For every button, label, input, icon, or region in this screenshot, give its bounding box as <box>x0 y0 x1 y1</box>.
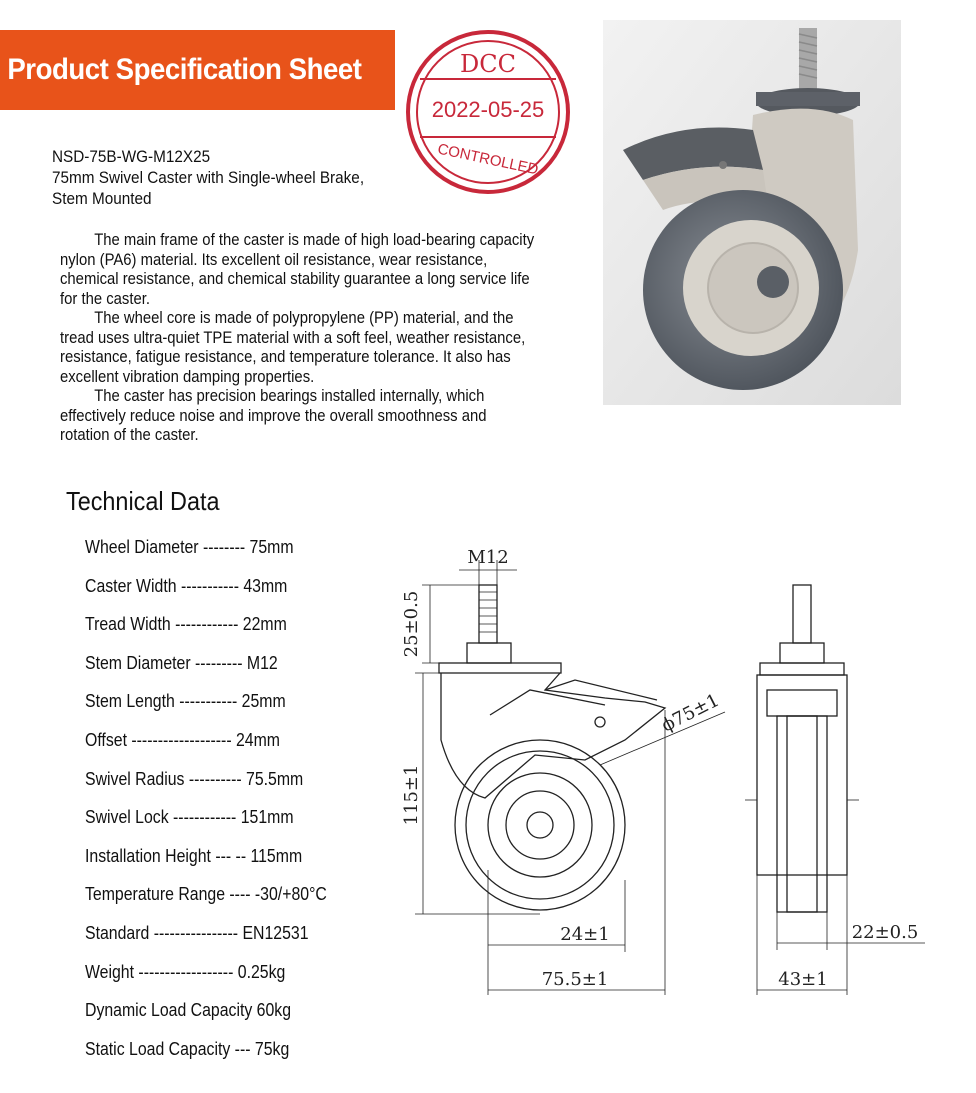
dim-stem-length: 25±0.5 <box>401 590 422 658</box>
dim-diameter: ϕ75±1 <box>658 689 723 737</box>
description-line: tread uses ultra-quiet TPE material with a soft feel, weather resistance, <box>60 328 526 347</box>
description-line: for the caster. <box>60 289 150 308</box>
spec-row: Swivel Radius ---------- 75.5mm <box>85 768 304 789</box>
technical-data-list <box>85 533 360 1073</box>
description-line: chemical resistance, and chemical stability guarantee a long service life <box>60 270 530 288</box>
dim-offset: 24±1 <box>560 924 610 945</box>
dim-swivel-radius: 75.5±1 <box>541 969 609 990</box>
description-line: excellent vibration damping properties. <box>60 367 315 386</box>
front-view <box>745 585 925 995</box>
technical-drawing <box>395 540 935 1010</box>
dim-tread-width: 22±0.5 <box>851 922 919 943</box>
spec-row: Stem Diameter --------- M12 <box>85 652 278 673</box>
product-name-line: 75mm Swivel Caster with Single-wheel Brake, <box>52 168 365 187</box>
description-line: rotation of the caster. <box>60 426 199 444</box>
spec-row: Caster Width ----------- 43mm <box>85 575 288 596</box>
header-banner <box>0 30 395 110</box>
spec-row: Weight ------------------ 0.25kg <box>85 961 286 982</box>
page-title: Product Specification Sheet <box>7 53 362 86</box>
spec-row: Static Load Capacity --- 75kg <box>85 1038 290 1059</box>
svg-text:2022-05-25: 2022-05-25 <box>431 97 545 122</box>
spec-row: Temperature Range ---- -30/+80°C <box>85 884 327 905</box>
spec-row: Offset ------------------- 24mm <box>85 729 281 750</box>
spec-row: Tread Width ------------ 22mm <box>85 614 287 635</box>
product-photo <box>603 20 901 405</box>
description <box>60 231 620 446</box>
product-model: NSD-75B-WG-M12X25 <box>52 147 211 166</box>
description-line: The main frame of the caster is made of high load-bearing capacity <box>94 231 535 249</box>
spec-row: Wheel Diameter -------- 75mm <box>85 537 294 557</box>
product-title-block <box>52 146 399 209</box>
spec-row: Installation Height --- -- 115mm <box>85 845 303 866</box>
description-line: effectively reduce noise and improve the overall smoothness and <box>60 406 487 425</box>
description-line: nylon (PA6) material. Its excellent oil resistance, wear resistance, <box>60 250 488 269</box>
spec-row: Standard ---------------- EN12531 <box>85 922 309 943</box>
spec-row: Dynamic Load Capacity 60kg <box>85 1000 292 1021</box>
technical-data-heading: Technical Data <box>66 486 220 516</box>
dim-caster-width: 43±1 <box>778 969 828 990</box>
description-line: resistance, fatigue resistance, and temperature tolerance. It also has <box>60 348 511 366</box>
dcc-controlled-stamp <box>398 24 578 204</box>
dim-height: 115±1 <box>401 764 422 826</box>
dim-m12: M12 <box>467 547 509 568</box>
product-name-line: Stem Mounted <box>52 189 152 208</box>
svg-text:CONTROLLED: CONTROLLED <box>435 140 540 179</box>
description-line: The wheel core is made of polypropylene (PP) material, and the <box>94 309 514 327</box>
side-view <box>401 547 725 995</box>
svg-text:DCC: DCC <box>460 50 516 78</box>
spec-row: Stem Length ----------- 25mm <box>85 691 286 712</box>
spec-row: Swivel Lock ------------ 151mm <box>85 807 294 828</box>
description-line: The caster has precision bearings installed internally, which <box>94 387 485 405</box>
